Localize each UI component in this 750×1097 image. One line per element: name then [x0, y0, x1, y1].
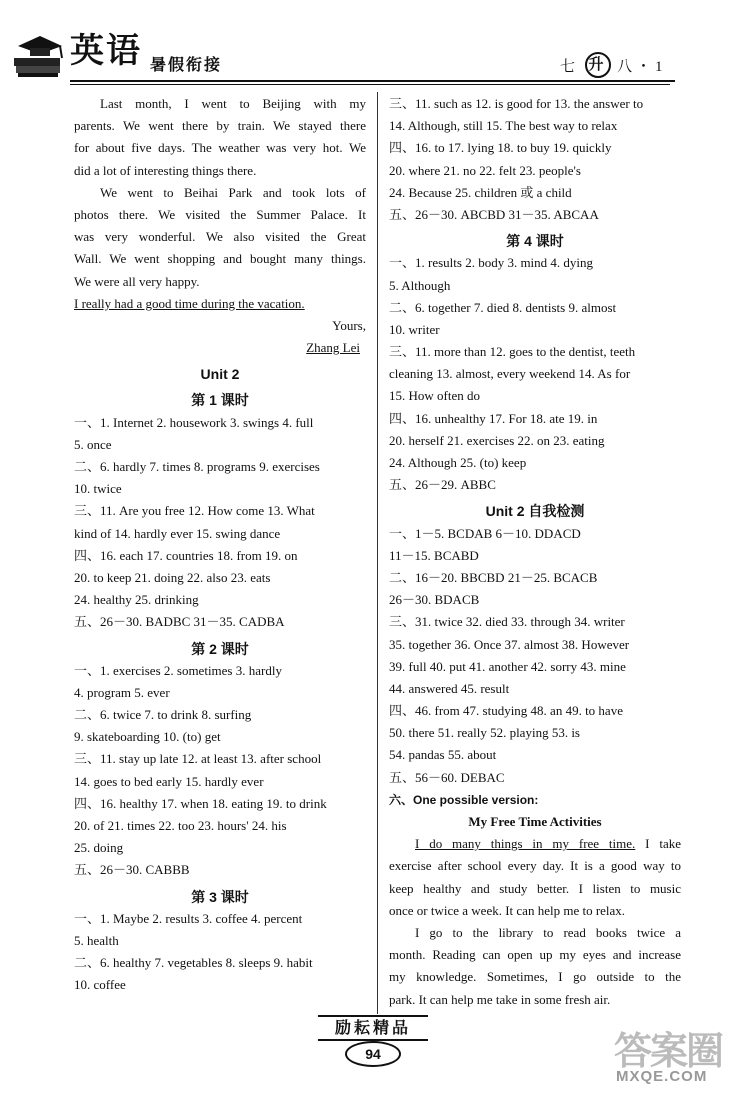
letter-line: Last month, I went to Beijing with my [100, 96, 366, 111]
answer-line: 24. Although 25. (to) keep [389, 455, 527, 470]
answer-line: 20. of 21. times 22. too 23. hours' 24. his [74, 818, 287, 833]
column-divider [377, 92, 378, 1014]
lesson1-answers [74, 412, 366, 634]
answer-line: cleaning 13. almost, every weekend 14. As for [389, 366, 631, 382]
answer-line: 三、11. Are you free 12. How come 13. What [74, 503, 315, 519]
answer-line: 二、6. twice 7. to drink 8. surfing [74, 707, 252, 723]
grade-to: 八・1 [617, 58, 667, 75]
answer-line: 三、31. twice 32. died 33. through 34. writer [389, 614, 625, 630]
answer-line: 二、6. hardly 7. times 8. programs 9. exercises [74, 459, 320, 474]
essay-underlined-sentence: I do many things in my free time. [415, 836, 636, 852]
letter-line: parents. We went there by train. We stayed there [74, 118, 366, 134]
lesson3-answers [74, 908, 366, 997]
answer-line: 5. Although [389, 277, 451, 293]
page-header [0, 0, 750, 88]
answer-line: 24. Because 25. children 或 a child [389, 184, 572, 200]
answer-line: 11－15. BCABD [389, 547, 479, 563]
answer-line: 五、26－30. BADBC 31－35. CADBA [74, 614, 285, 630]
answer-line: 一、1－5. BCDAB 6－10. DDACD [389, 525, 581, 541]
answer-line: 9. skateboarding 10. (to) get [74, 729, 221, 745]
letter-line: for about five days. The weather was very hot. We [74, 140, 366, 156]
letter-underlined-line: I really had a good time during the vacation. [74, 295, 305, 311]
essay-line: park. It can help me take in some fresh air. [389, 991, 611, 1007]
letter-line: We were all very happy. [74, 273, 200, 289]
letter-line: did a lot of interesting things there. [74, 162, 257, 178]
answer-line: 四、16. each 17. countries 18. from 19. on [74, 547, 298, 563]
version-label: 六、One possible version: [389, 792, 539, 807]
answer-line: 五、26－30. ABCBD 31－35. ABCAA [389, 206, 599, 222]
lesson3-answers-continued [389, 93, 681, 226]
letter-line: was very wonderful. We also visited the Great [74, 229, 366, 245]
essay-line: I go to the library to read books twice a [415, 924, 681, 940]
watermark-url: MXQE.COM [616, 1068, 708, 1085]
essay-line: month. Reading can open up my eyes and increase [389, 947, 681, 963]
answer-line: 四、46. from 47. studying 48. an 49. to have [389, 703, 623, 719]
essay-line: once or twice a week. It can help me to relax. [389, 902, 626, 918]
page-number: 94 [345, 1041, 401, 1067]
answer-line: 24. healthy 25. drinking [74, 592, 199, 608]
answer-line: 三、11. stay up late 12. at least 13. after school [74, 751, 322, 767]
essay-line: my knowledge. Sometimes, I go outside to the [389, 969, 681, 985]
lesson2-answers [74, 660, 366, 882]
graduation-books-icon [10, 32, 66, 78]
answer-line: 五、56－60. DEBAC [389, 769, 505, 785]
essay-body [389, 855, 681, 1010]
answer-line: 五、26－29. ABBC [389, 477, 496, 493]
watermark-logo: 答案圈 [614, 1029, 723, 1073]
answer-line: 15. How often do [389, 388, 480, 404]
answer-line: 20. herself 21. exercises 22. on 23. eating [389, 432, 605, 448]
answer-line: 14. Although, still 15. The best way to relax [389, 118, 618, 134]
answer-line: 5. once [74, 436, 112, 452]
header-rule-thin [70, 84, 670, 85]
grade-mark: 升 [585, 52, 611, 78]
book-subtitle: 暑假衔接 [150, 57, 223, 74]
answer-line: 四、16. to 17. lying 18. to buy 19. quickly [389, 140, 612, 156]
answer-line: 5. health [74, 932, 119, 948]
letter-body [74, 93, 366, 293]
answer-line: 一、1. results 2. body 3. mind 4. dying [389, 255, 594, 271]
letter-closing: Yours, [332, 317, 366, 333]
letter-line: photos there. We visited the Summer Palace. It [74, 206, 366, 222]
lesson3-title: 第 3 课时 [191, 888, 249, 905]
answer-line: 35. together 36. Once 37. almost 38. However [389, 636, 630, 652]
answer-line: 10. coffee [74, 977, 126, 993]
letter-signature: Zhang Lei [306, 340, 360, 356]
answer-line: 50. there 51. really 52. playing 53. is [389, 725, 580, 741]
answer-line: 25. doing [74, 840, 124, 856]
lesson2-title: 第 2 课时 [191, 640, 249, 657]
answer-line: 10. twice [74, 481, 122, 497]
unit-title: Unit 2 [200, 366, 240, 383]
self-test-answers [389, 523, 681, 789]
grade-label [560, 52, 667, 78]
answer-line: 三、11. more than 12. goes to the dentist, teeth [389, 344, 636, 360]
lesson4-answers [389, 252, 681, 496]
letter-line: Wall. We went shopping and bought many things. [74, 251, 366, 267]
header-rule [70, 80, 675, 82]
answer-line: 一、1. exercises 2. sometimes 3. hardly [74, 662, 282, 678]
answer-line: 一、1. Internet 2. housework 3. swings 4. full [74, 414, 314, 430]
footer-brand: 励耘精品 [318, 1015, 428, 1041]
right-column [389, 93, 681, 1011]
answer-line: 二、6. healthy 7. vegetables 8. sleeps 9. habit [74, 955, 313, 971]
answer-line: 10. writer [389, 321, 440, 337]
letter-line: We went to Beihai Park and took lots of [100, 184, 366, 200]
lesson1-title: 第 1 课时 [191, 392, 249, 409]
grade-from: 七 [560, 58, 580, 75]
answer-line: 44. answered 45. result [389, 680, 510, 696]
answer-line: 五、26－30. CABBB [74, 862, 190, 878]
answer-line: 三、11. such as 12. is good for 13. the answer to [389, 96, 644, 111]
answer-line: 一、1. Maybe 2. results 3. coffee 4. percent [74, 910, 303, 926]
answer-line: 4. program 5. ever [74, 684, 170, 700]
essay-title: My Free Time Activities [468, 814, 602, 829]
answer-line: 54. pandas 55. about [389, 747, 497, 763]
answer-line: 39. full 40. put 41. another 42. sorry 43. mine [389, 658, 626, 674]
essay-line: I take [635, 836, 681, 852]
book-title: 英语 [70, 33, 142, 70]
lesson4-title: 第 4 课时 [506, 233, 564, 250]
answer-line: 四、16. unhealthy 17. For 18. ate 19. in [389, 410, 598, 426]
answer-line: kind of 14. hardly ever 15. swing dance [74, 525, 281, 541]
left-column [74, 93, 366, 997]
essay-line: keep healthy and study better. I listen to music [389, 880, 681, 896]
answer-line: 20. to keep 21. doing 22. also 23. eats [74, 569, 271, 585]
answer-line: 14. goes to bed early 15. hardly ever [74, 773, 264, 789]
answer-line: 26－30. BDACB [389, 592, 480, 608]
essay-line: exercise after school every day. It is a good way to [389, 858, 681, 874]
self-test-title: Unit 2 自我检测 [485, 503, 585, 520]
answer-line: 四、16. healthy 17. when 18. eating 19. to drink [74, 795, 327, 811]
answer-line: 二、6. together 7. died 8. dentists 9. almost [389, 299, 617, 315]
answer-line: 20. where 21. no 22. felt 23. people's [389, 162, 581, 178]
answer-line: 二、16－20. BBCBD 21－25. BCACB [389, 569, 598, 585]
